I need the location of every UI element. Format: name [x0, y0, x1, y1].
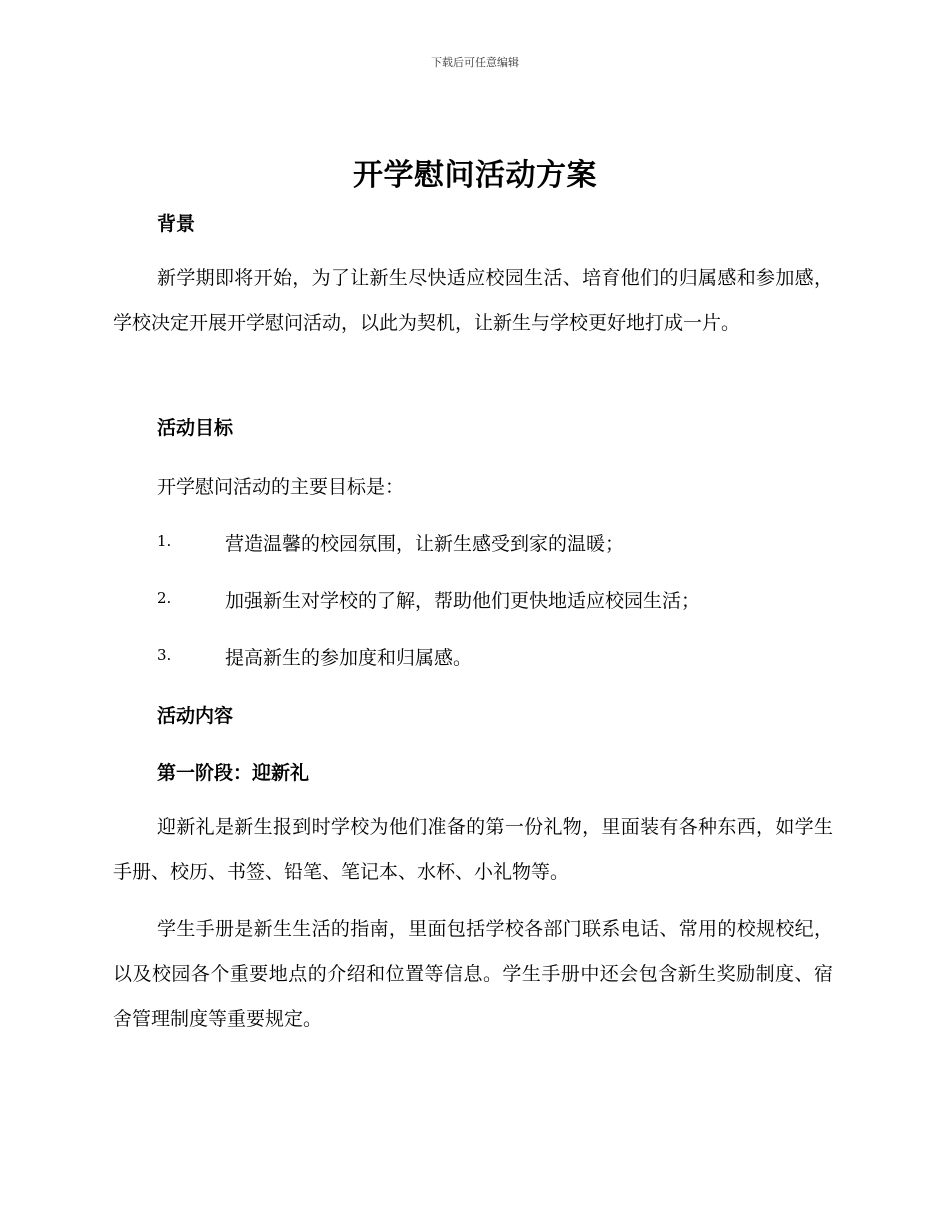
paragraph-student-handbook: 学生手册是新生生活的指南，里面包括学校各部门联系电话、常用的校规校纪，以及校园各个重要地点的介绍和位置等信息。学生手册中还会包含新生奖励制度、宿舍管理制度等重要规定。 — [113, 918, 833, 1030]
paragraph-background: 新学期即将开始，为了让新生尽快适应校园生活、培育他们的归属感和参加感，学校决定开展开学慰问活动，以此为契机，让新生与学校更好地打成一片。 — [113, 267, 833, 334]
document-title: 开学慰问活动方案 — [353, 158, 597, 193]
list-item-text: 加强新生对学校的了解，帮助他们更快地适应校园生活； — [225, 590, 701, 612]
heading-content: 活动内容 — [157, 705, 234, 727]
paragraph-welcome-gift: 迎新礼是新生报到时学校为他们准备的第一份礼物，里面装有各种东西，如学生手册、校历、书签、铅笔、笔记本、水杯、小礼物等。 — [113, 816, 833, 883]
list-item-number: 1. — [157, 532, 172, 550]
list-item-text: 提高新生的参加度和归属感。 — [225, 647, 473, 669]
goals-intro: 开学慰问活动的主要目标是： — [157, 476, 405, 498]
heading-goals: 活动目标 — [157, 417, 234, 439]
heading-background: 背景 — [157, 213, 196, 235]
list-item-number: 2. — [157, 589, 172, 607]
header-note: 下载后可任意编辑 — [431, 56, 519, 69]
list-item-number: 3. — [157, 646, 172, 664]
list-item-text: 营造温馨的校园氛围，让新生感受到家的温暖； — [225, 533, 625, 555]
subheading-stage-one: 第一阶段：迎新礼 — [157, 762, 310, 784]
